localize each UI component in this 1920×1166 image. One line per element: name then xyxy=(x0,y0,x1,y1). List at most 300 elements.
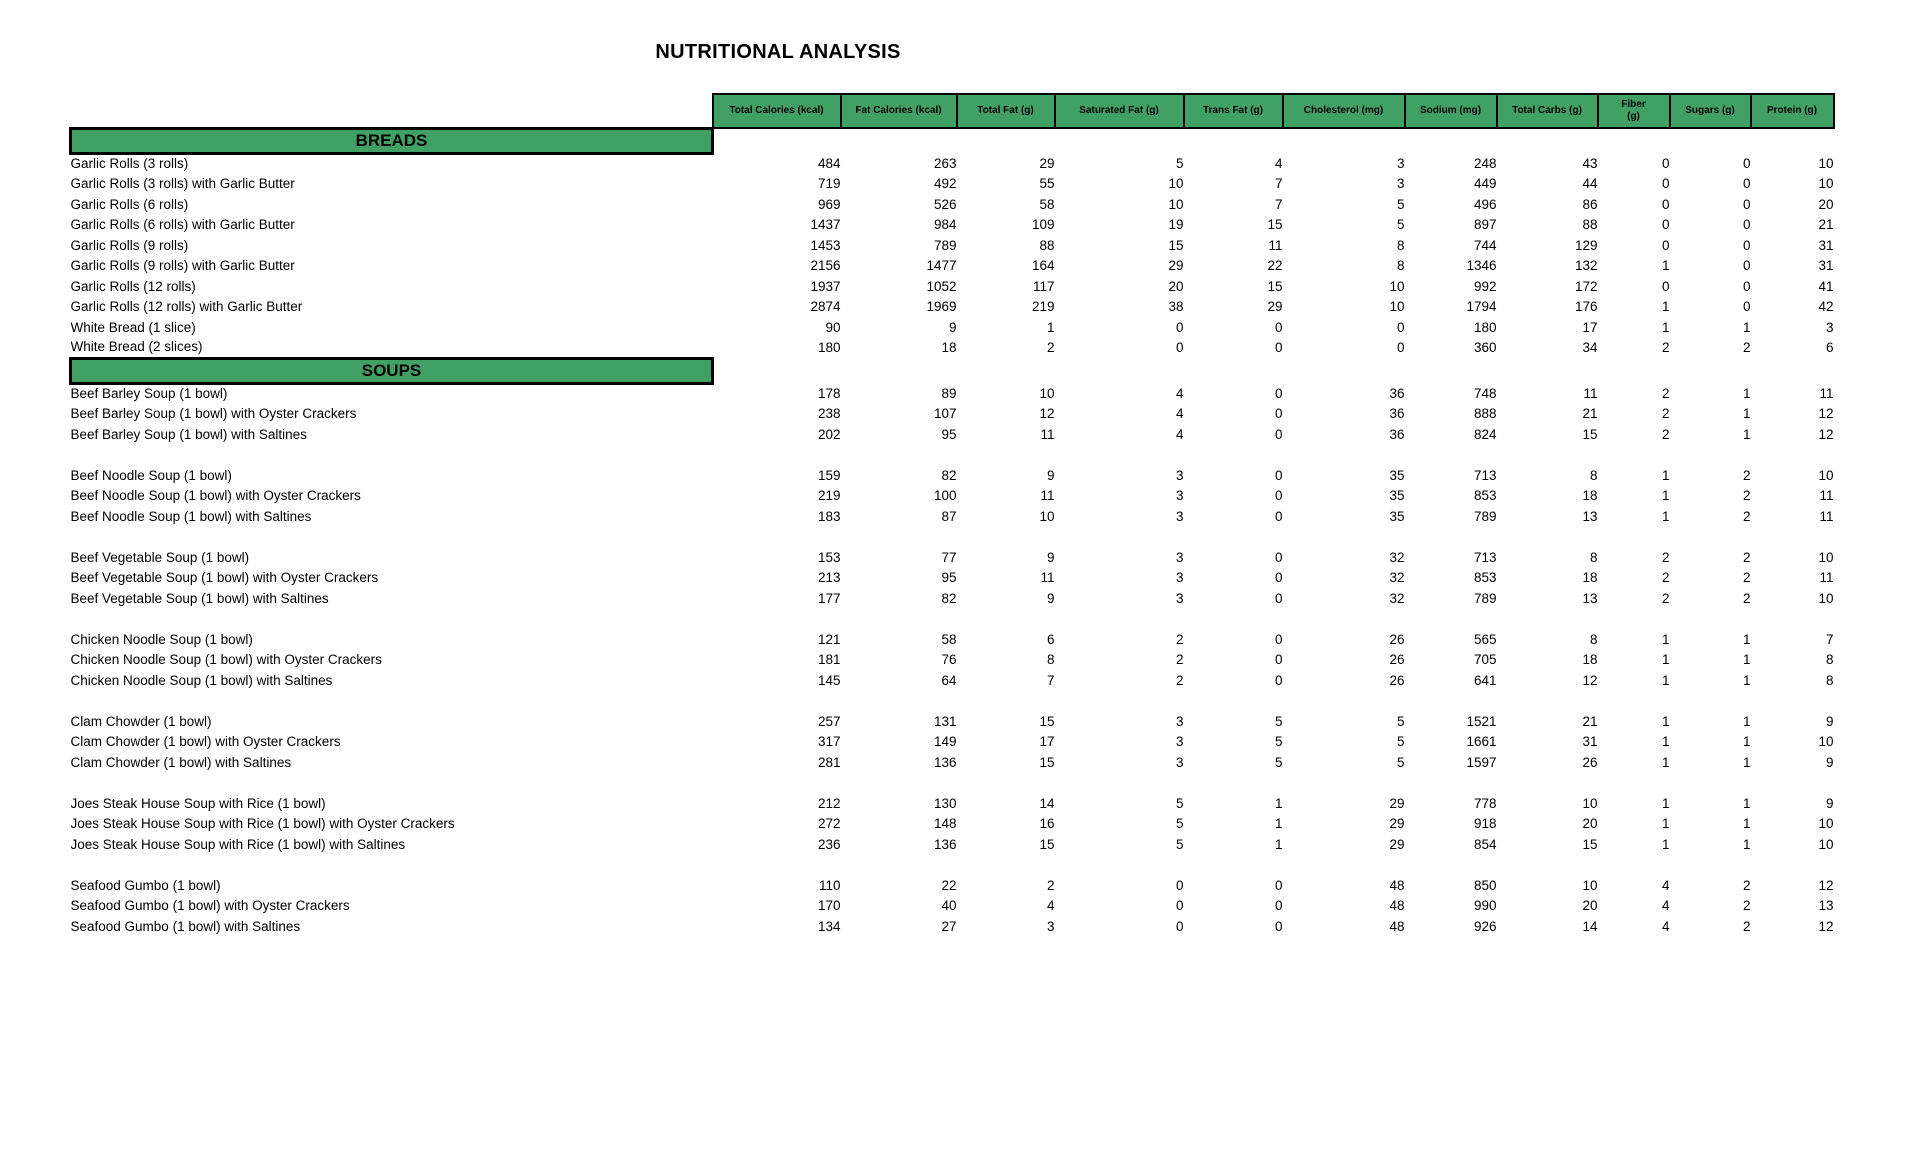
value-cell: 713 xyxy=(1473,467,1497,483)
value-cell: 31 xyxy=(1818,237,1834,253)
empty-cell xyxy=(1598,358,1670,383)
value-cell: 12 xyxy=(1039,406,1055,421)
column-header-5: Trans Fat (g) xyxy=(1184,94,1283,128)
table-row xyxy=(71,506,1834,527)
value-cell: 0 xyxy=(1274,652,1283,667)
item-name: Garlic Rolls (6 rolls) with Garlic Butter xyxy=(70,217,295,232)
value-cell: 5 xyxy=(1396,196,1405,212)
value-cell: 32 xyxy=(1389,570,1405,585)
value-cell: 95 xyxy=(941,570,957,585)
item-name: Beef Vegetable Soup (1 bowl) xyxy=(70,549,250,565)
value-cell: 4 xyxy=(1175,385,1184,401)
value-cell: 0 xyxy=(1742,278,1751,294)
value-cell: 55 xyxy=(1039,176,1055,191)
value-cell: 0 xyxy=(1274,877,1283,893)
value-cell: 2 xyxy=(1661,426,1670,442)
value-cell: 6 xyxy=(1046,631,1055,647)
empty-cell xyxy=(1283,128,1405,153)
value-cell: 88 xyxy=(1582,217,1598,232)
value-cell: 8 xyxy=(1396,258,1405,273)
value-cell: 2 xyxy=(1661,340,1670,355)
value-cell: 1 xyxy=(1274,836,1283,852)
value-cell: 0 xyxy=(1274,319,1283,335)
value-cell: 3 xyxy=(1175,734,1184,749)
value-cell: 21 xyxy=(1582,406,1598,421)
value-cell: 1 xyxy=(1742,795,1751,811)
value-cell: 1 xyxy=(1742,734,1751,749)
value-cell: 26 xyxy=(1389,652,1405,667)
value-cell: 219 xyxy=(817,488,841,503)
item-name: Garlic Rolls (12 rolls) with Garlic Butter xyxy=(70,299,303,314)
value-cell: 850 xyxy=(1473,877,1497,893)
value-cell: 180 xyxy=(1473,319,1497,335)
value-cell: 31 xyxy=(1582,734,1598,749)
value-cell: 918 xyxy=(1473,816,1497,831)
value-cell: 13 xyxy=(1582,590,1598,606)
spacer-row xyxy=(71,445,1834,466)
table-row xyxy=(71,297,1834,318)
value-cell: 172 xyxy=(1574,278,1598,294)
empty-cell xyxy=(1184,358,1283,383)
value-cell: 11 xyxy=(1819,488,1834,503)
item-name: Garlic Rolls (6 rolls) xyxy=(70,196,189,212)
value-cell: 1 xyxy=(1046,319,1055,335)
item-name: Beef Vegetable Soup (1 bowl) with Oyster Crackers xyxy=(70,570,379,585)
value-cell: 641 xyxy=(1473,672,1497,688)
table-row xyxy=(71,404,1834,425)
value-cell: 9 xyxy=(1825,795,1834,811)
table-row xyxy=(71,650,1834,671)
item-name: Clam Chowder (1 bowl) xyxy=(70,713,212,729)
value-cell: 202 xyxy=(817,426,841,442)
value-cell: 2 xyxy=(1661,385,1670,401)
column-header-11: Protein (g) xyxy=(1751,94,1834,128)
item-name: Beef Barley Soup (1 bowl) xyxy=(70,386,228,402)
value-cell: 29 xyxy=(1389,795,1405,811)
value-cell: 2 xyxy=(1046,340,1055,355)
spacer-cell xyxy=(71,773,1834,794)
value-cell: 18 xyxy=(941,340,957,355)
value-cell: 1 xyxy=(1661,713,1670,729)
item-name: Garlic Rolls (3 rolls) with Garlic Butter xyxy=(70,176,295,191)
value-cell: 87 xyxy=(941,508,957,524)
value-cell: 7 xyxy=(1274,176,1283,191)
table-row xyxy=(71,215,1834,236)
value-cell: 2 xyxy=(1742,590,1751,606)
value-cell: 0 xyxy=(1742,196,1751,212)
value-cell: 2 xyxy=(1175,631,1184,647)
value-cell: 1 xyxy=(1742,836,1751,852)
value-cell: 8 xyxy=(1825,652,1834,667)
item-name: Clam Chowder (1 bowl) with Oyster Crackers xyxy=(70,734,341,749)
value-cell: 0 xyxy=(1175,319,1184,335)
table-row xyxy=(71,588,1834,609)
value-cell: 18 xyxy=(1582,570,1598,585)
value-cell: 0 xyxy=(1661,237,1670,253)
value-cell: 9 xyxy=(1046,590,1055,606)
section-banner-breads: BREADS xyxy=(71,128,713,153)
nutrition-table xyxy=(69,93,1835,937)
value-cell: 48 xyxy=(1389,898,1405,913)
table-row xyxy=(71,711,1834,732)
value-cell: 854 xyxy=(1473,836,1497,852)
column-header-4: Saturated Fat (g) xyxy=(1055,94,1184,128)
value-cell: 1 xyxy=(1661,258,1670,273)
table-row xyxy=(71,875,1834,896)
value-cell: 4 xyxy=(1175,406,1184,421)
value-cell: 35 xyxy=(1389,508,1405,524)
value-cell: 0 xyxy=(1274,406,1283,421)
value-cell: 1453 xyxy=(810,237,841,253)
table-row xyxy=(71,486,1834,507)
value-cell: 1 xyxy=(1661,652,1670,667)
value-cell: 10 xyxy=(1168,196,1184,212)
value-cell: 20 xyxy=(1582,898,1598,913)
value-cell: 3 xyxy=(1825,319,1834,335)
value-cell: 9 xyxy=(1825,713,1834,729)
value-cell: 1 xyxy=(1742,385,1751,401)
value-cell: 90 xyxy=(825,319,841,335)
value-cell: 58 xyxy=(941,631,957,647)
value-cell: 26 xyxy=(1389,631,1405,647)
value-cell: 8 xyxy=(1825,672,1834,688)
value-cell: 0 xyxy=(1396,319,1405,335)
value-cell: 29 xyxy=(1389,836,1405,852)
value-cell: 12 xyxy=(1582,672,1598,688)
value-cell: 95 xyxy=(941,426,957,442)
value-cell: 1 xyxy=(1661,672,1670,688)
spacer-cell xyxy=(71,609,1834,630)
value-cell: 984 xyxy=(933,217,957,232)
value-cell: 1 xyxy=(1661,508,1670,524)
item-name: Beef Barley Soup (1 bowl) with Oyster Crackers xyxy=(70,406,357,421)
value-cell: 2 xyxy=(1661,590,1670,606)
value-cell: 3 xyxy=(1396,155,1405,171)
value-cell: 10 xyxy=(1582,795,1598,811)
value-cell: 10 xyxy=(1818,836,1834,852)
item-name: Beef Noodle Soup (1 bowl) xyxy=(70,467,232,483)
value-cell: 0 xyxy=(1274,672,1283,688)
value-cell: 0 xyxy=(1396,340,1405,355)
value-cell: 1 xyxy=(1742,816,1751,831)
value-cell: 1477 xyxy=(926,258,957,273)
empty-cell xyxy=(713,128,841,153)
value-cell: 0 xyxy=(1175,340,1184,355)
value-cell: 48 xyxy=(1389,877,1405,893)
value-cell: 5 xyxy=(1175,795,1184,811)
page-title: NUTRITIONAL ANALYSIS xyxy=(655,41,901,63)
table-row xyxy=(71,256,1834,277)
value-cell: 31 xyxy=(1818,258,1834,273)
value-cell: 15 xyxy=(1582,836,1598,852)
value-cell: 3 xyxy=(1175,549,1184,565)
value-cell: 77 xyxy=(941,549,957,565)
value-cell: 13 xyxy=(1582,508,1598,524)
value-cell: 281 xyxy=(817,754,841,770)
value-cell: 11 xyxy=(1819,385,1834,401)
table-row xyxy=(71,153,1834,174)
value-cell: 360 xyxy=(1473,340,1497,355)
value-cell: 136 xyxy=(933,754,957,770)
value-cell: 10 xyxy=(1168,176,1184,191)
value-cell: 4 xyxy=(1175,426,1184,442)
value-cell: 36 xyxy=(1389,426,1405,442)
table-row xyxy=(71,793,1834,814)
value-cell: 0 xyxy=(1742,176,1751,191)
value-cell: 705 xyxy=(1473,652,1497,667)
value-cell: 1 xyxy=(1274,816,1283,831)
value-cell: 44 xyxy=(1582,176,1598,191)
value-cell: 236 xyxy=(817,836,841,852)
table-row xyxy=(71,338,1834,359)
value-cell: 1937 xyxy=(810,278,841,294)
empty-cell xyxy=(1405,358,1497,383)
value-cell: 12 xyxy=(1818,918,1834,934)
value-cell: 263 xyxy=(933,155,957,171)
spacer-row xyxy=(71,773,1834,794)
value-cell: 1052 xyxy=(926,278,957,294)
value-cell: 15 xyxy=(1168,237,1184,253)
value-cell: 41 xyxy=(1818,278,1834,294)
value-cell: 9 xyxy=(1046,467,1055,483)
value-cell: 10 xyxy=(1039,385,1055,401)
value-cell: 20 xyxy=(1582,816,1598,831)
value-cell: 145 xyxy=(817,672,841,688)
item-name: Beef Barley Soup (1 bowl) with Saltines xyxy=(70,426,307,442)
empty-cell xyxy=(1283,358,1405,383)
value-cell: 2 xyxy=(1742,467,1751,483)
value-cell: 789 xyxy=(1473,590,1497,606)
value-cell: 16 xyxy=(1039,816,1055,831)
spacer-cell xyxy=(71,445,1834,466)
value-cell: 719 xyxy=(817,176,841,191)
value-cell: 565 xyxy=(1473,631,1497,647)
value-cell: 0 xyxy=(1274,631,1283,647)
column-header-6: Cholesterol (mg) xyxy=(1283,94,1405,128)
value-cell: 1 xyxy=(1742,631,1751,647)
value-cell: 4 xyxy=(1661,898,1670,913)
value-cell: 18 xyxy=(1582,488,1598,503)
value-cell: 17 xyxy=(1039,734,1055,749)
value-cell: 9 xyxy=(948,319,957,335)
value-cell: 82 xyxy=(941,467,957,483)
value-cell: 89 xyxy=(941,385,957,401)
spacer-cell xyxy=(71,855,1834,876)
value-cell: 0 xyxy=(1274,426,1283,442)
empty-cell xyxy=(957,358,1055,383)
value-cell: 1 xyxy=(1661,816,1670,831)
value-cell: 3 xyxy=(1175,488,1184,503)
column-header-9: Fiber (g) xyxy=(1598,94,1670,128)
table-row xyxy=(71,317,1834,338)
value-cell: 713 xyxy=(1473,549,1497,565)
value-cell: 5 xyxy=(1274,754,1283,770)
corner-spacer xyxy=(71,94,713,128)
table-row xyxy=(71,814,1834,835)
value-cell: 1437 xyxy=(810,217,841,232)
item-name: Garlic Rolls (9 rolls) with Garlic Butter xyxy=(70,258,295,273)
value-cell: 35 xyxy=(1389,467,1405,483)
value-cell: 744 xyxy=(1473,237,1497,253)
empty-cell xyxy=(1055,128,1184,153)
value-cell: 42 xyxy=(1818,299,1834,314)
value-cell: 7 xyxy=(1046,672,1055,688)
value-cell: 1521 xyxy=(1466,713,1497,729)
value-cell: 130 xyxy=(933,795,957,811)
value-cell: 15 xyxy=(1039,754,1055,770)
value-cell: 1 xyxy=(1661,488,1670,503)
value-cell: 2 xyxy=(1742,508,1751,524)
value-cell: 134 xyxy=(817,918,841,934)
value-cell: 10 xyxy=(1389,299,1405,314)
value-cell: 0 xyxy=(1274,898,1283,913)
item-name: Chicken Noodle Soup (1 bowl) with Saltines xyxy=(70,672,333,688)
empty-cell xyxy=(1497,358,1598,383)
value-cell: 26 xyxy=(1389,672,1405,688)
value-cell: 12 xyxy=(1818,426,1834,442)
value-cell: 14 xyxy=(1039,795,1055,811)
value-cell: 238 xyxy=(817,406,841,421)
value-cell: 22 xyxy=(1267,258,1283,273)
value-cell: 926 xyxy=(1473,918,1497,934)
value-cell: 1 xyxy=(1742,754,1751,770)
value-cell: 8 xyxy=(1589,467,1598,483)
value-cell: 129 xyxy=(1574,237,1598,253)
item-name: Seafood Gumbo (1 bowl) xyxy=(70,877,221,893)
value-cell: 212 xyxy=(817,795,841,811)
value-cell: 2 xyxy=(1661,549,1670,565)
value-cell: 1 xyxy=(1742,426,1751,442)
spacer-row xyxy=(71,691,1834,712)
empty-cell xyxy=(1055,358,1184,383)
table-row xyxy=(71,752,1834,773)
value-cell: 170 xyxy=(817,898,841,913)
table-row xyxy=(71,383,1834,404)
value-cell: 29 xyxy=(1389,816,1405,831)
value-cell: 0 xyxy=(1274,918,1283,934)
value-cell: 0 xyxy=(1274,467,1283,483)
value-cell: 9 xyxy=(1825,754,1834,770)
value-cell: 11 xyxy=(1819,570,1834,585)
value-cell: 12 xyxy=(1818,406,1834,421)
value-cell: 43 xyxy=(1582,155,1598,171)
empty-cell xyxy=(957,128,1055,153)
value-cell: 5 xyxy=(1274,713,1283,729)
value-cell: 0 xyxy=(1175,898,1184,913)
value-cell: 2 xyxy=(1175,652,1184,667)
value-cell: 183 xyxy=(817,508,841,524)
item-name: Chicken Noodle Soup (1 bowl) with Oyster Crackers xyxy=(70,652,382,667)
value-cell: 0 xyxy=(1742,217,1751,232)
value-cell: 1 xyxy=(1661,467,1670,483)
value-cell: 219 xyxy=(1031,299,1055,314)
value-cell: 10 xyxy=(1818,590,1834,606)
value-cell: 180 xyxy=(817,340,841,355)
value-cell: 26 xyxy=(1582,754,1598,770)
value-cell: 10 xyxy=(1039,508,1055,524)
value-cell: 7 xyxy=(1274,196,1283,212)
value-cell: 5 xyxy=(1396,217,1405,232)
value-cell: 10 xyxy=(1818,176,1834,191)
value-cell: 2 xyxy=(1742,340,1751,355)
value-cell: 82 xyxy=(941,590,957,606)
value-cell: 10 xyxy=(1582,877,1598,893)
value-cell: 1969 xyxy=(926,299,957,314)
item-name: Beef Noodle Soup (1 bowl) with Oyster Crackers xyxy=(70,488,361,503)
value-cell: 0 xyxy=(1742,237,1751,253)
value-cell: 2156 xyxy=(810,258,841,273)
value-cell: 824 xyxy=(1473,426,1497,442)
value-cell: 149 xyxy=(933,734,957,749)
value-cell: 107 xyxy=(933,406,957,421)
value-cell: 38 xyxy=(1168,299,1184,314)
table-row xyxy=(71,629,1834,650)
column-header-10: Sugars (g) xyxy=(1670,94,1751,128)
value-cell: 15 xyxy=(1039,713,1055,729)
value-cell: 1 xyxy=(1661,734,1670,749)
value-cell: 449 xyxy=(1473,176,1497,191)
value-cell: 14 xyxy=(1582,918,1598,934)
value-cell: 27 xyxy=(941,918,957,934)
value-cell: 0 xyxy=(1274,590,1283,606)
value-cell: 12 xyxy=(1818,877,1834,893)
value-cell: 109 xyxy=(1031,217,1055,232)
table-row xyxy=(71,465,1834,486)
value-cell: 789 xyxy=(1473,508,1497,524)
value-cell: 789 xyxy=(933,237,957,253)
empty-cell xyxy=(713,358,841,383)
value-cell: 2 xyxy=(1661,570,1670,585)
section-banner-row xyxy=(71,128,1834,153)
value-cell: 2 xyxy=(1742,570,1751,585)
value-cell: 2 xyxy=(1661,406,1670,421)
item-name: Chicken Noodle Soup (1 bowl) xyxy=(70,631,253,647)
value-cell: 213 xyxy=(817,570,841,585)
value-cell: 18 xyxy=(1582,652,1598,667)
value-cell: 496 xyxy=(1473,196,1497,212)
column-header-7: Sodium (mg) xyxy=(1405,94,1497,128)
value-cell: 19 xyxy=(1168,217,1184,232)
value-cell: 121 xyxy=(817,631,841,647)
value-cell: 29 xyxy=(1168,258,1184,273)
value-cell: 1 xyxy=(1661,754,1670,770)
value-cell: 2 xyxy=(1742,549,1751,565)
table-row xyxy=(71,547,1834,568)
value-cell: 10 xyxy=(1818,155,1834,171)
value-cell: 86 xyxy=(1582,196,1598,212)
table-row xyxy=(71,174,1834,195)
table-row xyxy=(71,896,1834,917)
value-cell: 4 xyxy=(1046,898,1055,913)
value-cell: 8 xyxy=(1046,652,1055,667)
value-cell: 1 xyxy=(1742,713,1751,729)
value-cell: 1 xyxy=(1742,672,1751,688)
value-cell: 11 xyxy=(1819,508,1834,524)
value-cell: 153 xyxy=(817,549,841,565)
spacer-cell xyxy=(71,691,1834,712)
item-name: Garlic Rolls (9 rolls) xyxy=(70,237,189,253)
value-cell: 6 xyxy=(1825,340,1834,355)
value-cell: 10 xyxy=(1389,278,1405,294)
value-cell: 32 xyxy=(1389,590,1405,606)
item-name: Garlic Rolls (3 rolls) xyxy=(70,156,189,172)
value-cell: 1794 xyxy=(1466,299,1497,314)
empty-cell xyxy=(1670,128,1751,153)
value-cell: 136 xyxy=(933,836,957,852)
item-name: Garlic Rolls (12 rolls) xyxy=(70,278,196,294)
value-cell: 990 xyxy=(1473,898,1497,913)
value-cell: 20 xyxy=(1818,196,1834,212)
